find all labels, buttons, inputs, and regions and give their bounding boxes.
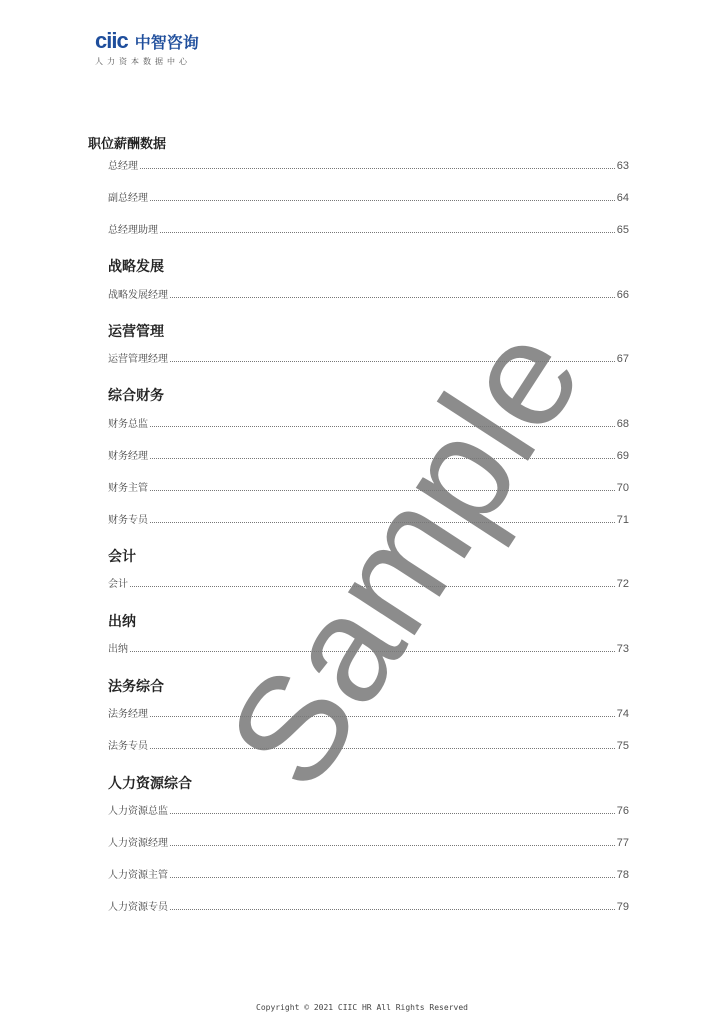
toc-entry[interactable] [108,448,629,462]
logo-mark: ciic [95,28,128,53]
toc-heading: 运营管理 [108,324,164,340]
toc-entry-label: 会计 [108,579,128,590]
toc-heading: 综合财务 [108,388,164,404]
toc-entry-page-number: 76 [616,805,629,817]
toc-entry-label: 财务经理 [108,451,148,462]
dot-leader [150,716,615,717]
toc-entry-label: 副总经理 [108,193,148,204]
toc-entry-page-number: 68 [616,418,629,430]
toc-entry-label: 财务主管 [108,483,148,494]
logo-chinese-name: 中智咨询 [134,33,199,52]
toc-entry[interactable] [108,803,629,817]
dot-leader [130,651,615,652]
dot-leader [170,909,615,910]
toc-entry-page-number: 65 [616,224,629,236]
dot-leader [150,200,615,201]
toc-heading: 出纳 [108,614,136,630]
toc-entry[interactable] [108,512,629,526]
toc-entry[interactable] [108,351,629,365]
toc-entry-label: 总经理助理 [108,225,158,236]
dot-leader [150,522,615,523]
toc-entry[interactable] [108,738,629,752]
toc-entry-label: 人力资源经理 [108,838,168,849]
dot-leader [150,458,615,459]
toc-entry-page-number: 75 [616,740,629,752]
toc-heading: 会计 [108,549,136,565]
dot-leader [130,586,615,587]
toc-entry[interactable] [108,835,629,849]
toc-entry-page-number: 72 [616,578,629,590]
toc-entry-label: 财务专员 [108,515,148,526]
toc-entry-label: 运营管理经理 [108,354,168,365]
copyright-footer: Copyright © 2021 CIIC HR All Rights Reserved [256,1003,468,1012]
toc-entry-label: 人力资源主管 [108,870,168,881]
toc-entry-label: 人力资源专员 [108,902,168,913]
toc-entry-label: 法务经理 [108,709,148,720]
toc-entry[interactable] [108,416,629,430]
toc-entry-page-number: 78 [616,869,629,881]
sample-watermark: Sample [194,297,613,816]
toc-entry[interactable] [108,641,629,655]
logo-subtitle: 人力资本数据中心 [95,57,191,66]
toc-entry-page-number: 63 [616,160,629,172]
toc-heading: 战略发展 [108,259,164,275]
dot-leader [160,232,615,233]
toc-entry[interactable] [108,576,629,590]
dot-leader [170,877,615,878]
toc-entry-page-number: 64 [616,192,629,204]
toc-entry[interactable] [108,480,629,494]
toc-entry-label: 出纳 [108,644,128,655]
toc-entry-page-number: 67 [616,353,629,365]
dot-leader [170,361,615,362]
toc-entry-page-number: 79 [616,901,629,913]
toc-entry-label: 人力资源总监 [108,806,168,817]
toc-entry-label: 总经理 [108,161,138,172]
toc-entry-label: 财务总监 [108,419,148,430]
dot-leader [170,845,615,846]
toc-entry-page-number: 74 [616,708,629,720]
section-title: 职位薪酬数据 [88,137,167,152]
dot-leader [150,490,615,491]
toc-entry-label: 战略发展经理 [108,290,168,301]
toc-entry-page-number: 66 [616,289,629,301]
toc-entry[interactable] [108,222,629,236]
toc-entry-page-number: 71 [616,514,629,526]
toc-entry[interactable] [108,158,629,172]
toc-heading: 法务综合 [108,679,164,695]
company-logo [95,28,199,67]
toc-entry[interactable] [108,287,629,301]
dot-leader [140,168,615,169]
toc-entry[interactable] [108,899,629,913]
dot-leader [170,297,615,298]
dot-leader [170,813,615,814]
toc-entry-page-number: 73 [616,643,629,655]
toc-entry-page-number: 70 [616,482,629,494]
toc-entry[interactable] [108,867,629,881]
toc-entry[interactable] [108,190,629,204]
toc-entry-label: 法务专员 [108,741,148,752]
toc-entry[interactable] [108,706,629,720]
toc-heading: 人力资源综合 [108,776,192,792]
toc-entry-page-number: 69 [616,450,629,462]
toc-entry-page-number: 77 [616,837,629,849]
dot-leader [150,426,615,427]
dot-leader [150,748,615,749]
